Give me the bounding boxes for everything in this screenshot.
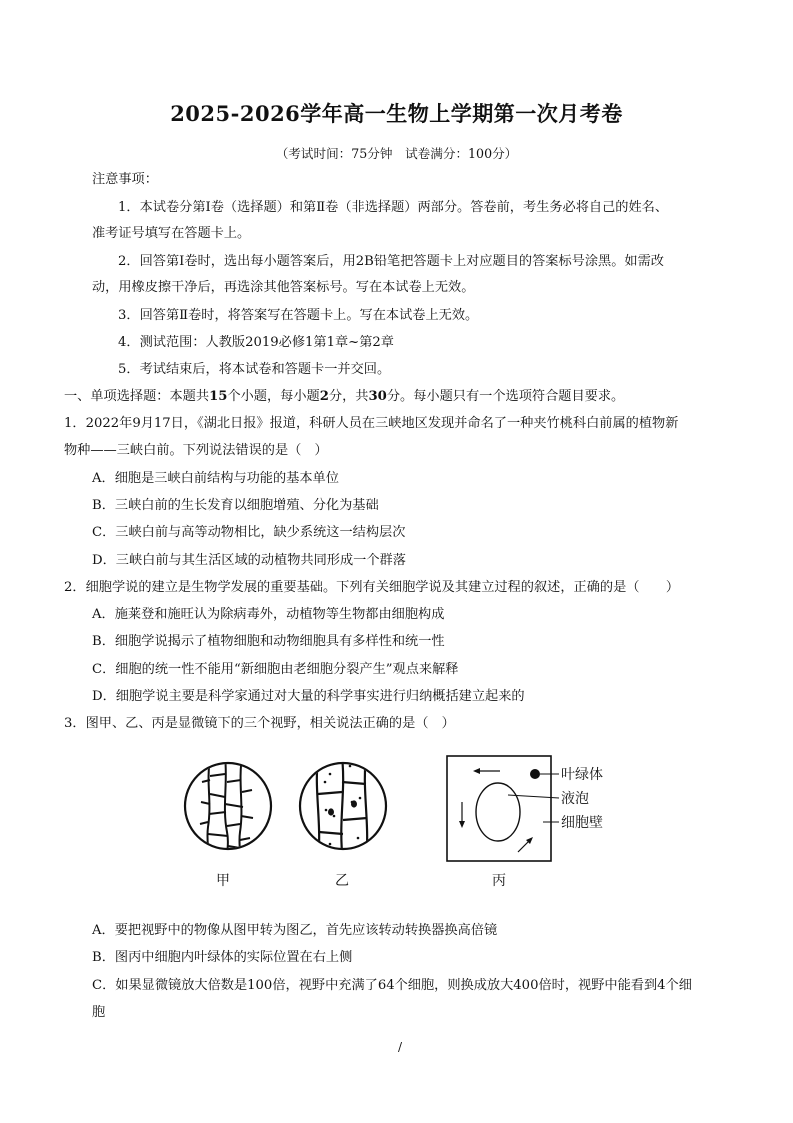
figure-label-bing: 丙 bbox=[492, 873, 506, 889]
question-3-option-b: B．图丙中细胞内叶绿体的实际位置在右上侧 bbox=[92, 950, 353, 965]
note-line: 5．考试结束后，将本试卷和答题卡一并交回。 bbox=[118, 362, 391, 377]
question-1-option-a: A．细胞是三峡白前结构与功能的基本单位 bbox=[92, 471, 339, 486]
question-1-option-c: C．三峡白前与高等动物相比，缺少系统这一结构层次 bbox=[92, 525, 406, 540]
question-2-stem: 2．细胞学说的建立是生物学发展的重要基础。下列有关细胞学说及其建立过程的叙述，正确的是（ ） bbox=[64, 580, 680, 595]
annotation-chloroplast: 叶绿体 bbox=[561, 767, 603, 783]
question-2-option-d: D．细胞学说主要是科学家通过对大量的科学事实进行归纳概括建立起来的 bbox=[92, 689, 525, 704]
question-3-option-c: 胞 bbox=[92, 1005, 106, 1020]
annotation-vacuole: 液泡 bbox=[561, 791, 589, 807]
question-2-option-c: C．细胞的统一性不能用“新细胞由老细胞分裂产生”观点来解释 bbox=[92, 662, 459, 677]
annotation-cell-wall: 细胞壁 bbox=[561, 815, 603, 831]
note-line: 4．测试范围：人教版2019必修1第1章~第2章 bbox=[118, 335, 394, 350]
note-line: 动，用橡皮擦干净后，再选涂其他答案标号。写在本试卷上无效。 bbox=[92, 280, 475, 295]
notes-heading: 注意事项： bbox=[92, 172, 158, 187]
question-3-option-a: A．要把视野中的物像从图甲转为图乙，首先应该转动转换器换高倍镜 bbox=[92, 923, 498, 938]
question-3-option-c: C．如果显微镜放大倍数是100倍，视野中充满了64个细胞，则换成放大400倍时，视野中能看到4个细 bbox=[92, 978, 692, 993]
field-jia bbox=[185, 757, 271, 862]
section-heading: 一、单项选择题：本题共15个小题，每小题2分，共30分。每小题只有一个选项符合题目要求。 bbox=[64, 389, 625, 404]
question-2-option-b: B．细胞学说揭示了植物细胞和动物细胞具有多样性和统一性 bbox=[92, 634, 445, 649]
question-1-stem: 物种——三峡白前。下列说法错误的是（ ） bbox=[64, 443, 328, 458]
question-3-stem: 3．图甲、乙、丙是显微镜下的三个视野，相关说法正确的是（ ） bbox=[64, 716, 455, 731]
note-line: 准考证号填写在答题卡上。 bbox=[92, 226, 251, 241]
question-1-option-b: B．三峡白前的生长发育以细胞增殖、分化为基础 bbox=[92, 498, 379, 513]
note-line: 1．本试卷分第Ⅰ卷（选择题）和第Ⅱ卷（非选择题）两部分。答卷前，考生务必将自己的姓名、 bbox=[118, 200, 669, 215]
field-bing bbox=[447, 756, 559, 861]
field-yi bbox=[300, 757, 386, 862]
question-1-option-d: D．三峡白前与其生活区域的动植物共同形成一个群落 bbox=[92, 553, 406, 568]
question-2-option-a: A．施莱登和施旺认为除病毒外，动植物等生物都由细胞构成 bbox=[92, 607, 445, 622]
page-title: 2025-2026学年高一生物上学期第一次月考卷 bbox=[170, 101, 623, 126]
page-number: / bbox=[398, 1040, 403, 1054]
question-1-stem: 1．2022年9月17日，《湖北日报》报道，科研人员在三峡地区发现并命名了一种夹竹桃科白前属的植物新 bbox=[64, 416, 679, 431]
note-line: 3．回答第Ⅱ卷时，将答案写在答题卡上。写在本试卷上无效。 bbox=[118, 308, 479, 323]
exam-info: （考试时间：75分钟 试卷满分：100分） bbox=[275, 146, 518, 161]
note-line: 2．回答第Ⅰ卷时，选出每小题答案后，用2B铅笔把答题卡上对应题目的答案标号涂黑。如需改 bbox=[118, 254, 664, 269]
microscope-figure bbox=[180, 752, 630, 912]
figure-label-yi: 乙 bbox=[335, 873, 349, 889]
figure-label-jia: 甲 bbox=[216, 873, 230, 889]
